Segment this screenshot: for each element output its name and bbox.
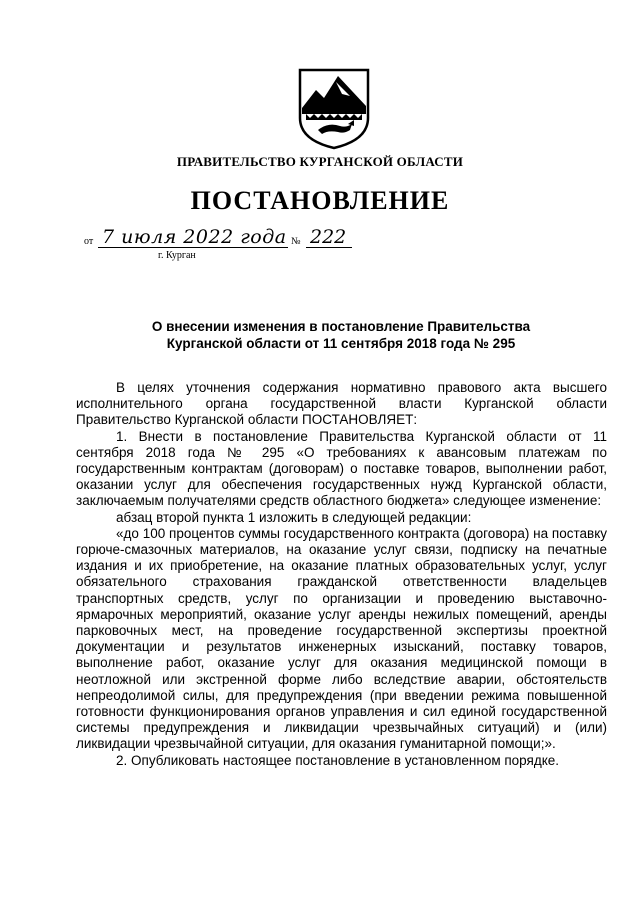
paragraph-item-2: 2. Опубликовать настоящее постановление в установленном порядке. bbox=[116, 752, 560, 768]
number-prefix: № bbox=[291, 236, 301, 247]
coat-of-arms-icon bbox=[298, 68, 370, 150]
paragraph-instruction: абзац второй пункта 1 изложить в следующей редакции: bbox=[116, 509, 472, 525]
handwritten-number: 222 bbox=[310, 226, 347, 248]
paragraph-preamble: В целях уточнения содержания нормативно правового акта высшего исполнительного органа государственной власти Курганской области Правительство Курганской области ПОСТАНОВЛЯЕТ: bbox=[76, 380, 607, 428]
number-underline bbox=[306, 247, 352, 248]
document-type-title: ПОСТАНОВЛЕНИЕ bbox=[190, 186, 450, 215]
subject-line-2: Курганской области от 11 сентября 2018 года № 295 bbox=[166, 336, 516, 351]
handwritten-date: 7 июля 2022 года bbox=[102, 226, 287, 248]
paragraph-new-wording: «до 100 процентов суммы государственного контракта (договора) на поставку горюче-смазочных материалов, на оказание услуг связи, подписку на печатные издания и их приобретение, на оказание платных образовательных услуг, услуг обязательного страхования гражданской ответственности владельцев транспортных средств, услуг по организации и проведению выставочно-ярмарочных мероприятий, оказание услуг аренды нежилых помещений, аренды парковочных мест, на проведение государственной экспертизы проектной документации и результатов инженерных изысканий, поставку товаров, выполнение работ, оказание услуг для оказания медицинской помощи в неотложной или экстренной форме либо вследствие аварии, обстоятельств непреодолимой силы, для предупреждения (при введении режима повышенной готовности функционирования органов управления и сил единой государственной системы предупреждения и ликвидации чрезвычайных ситуаций) и (или) ликвидации чрезвычайной ситуации, для оказания гуманитарной помощи;». bbox=[76, 525, 607, 752]
date-prefix: от bbox=[84, 236, 94, 247]
document-subject bbox=[76, 318, 606, 352]
city-label: г. Курган bbox=[158, 250, 196, 261]
paragraph-item-1: 1. Внести в постановление Правительства Курганской области от 11 сентября 2018 года № 295 «О требованиях к авансовым платежам по государственным контрактам (договорам) о поставке товаров, выполнении работ, оказании услуг для обеспечения государственных нужд Курганской области, заключаемым получателями средств областного бюджета» следующее изменение: bbox=[76, 428, 607, 509]
document-body bbox=[76, 380, 607, 769]
government-title: ПРАВИТЕЛЬСТВО КУРГАНСКОЙ ОБЛАСТИ bbox=[176, 154, 464, 169]
date-number-line bbox=[84, 228, 384, 268]
date-underline bbox=[98, 247, 288, 248]
subject-line-1: О внесении изменения в постановление Правительства bbox=[151, 319, 531, 334]
